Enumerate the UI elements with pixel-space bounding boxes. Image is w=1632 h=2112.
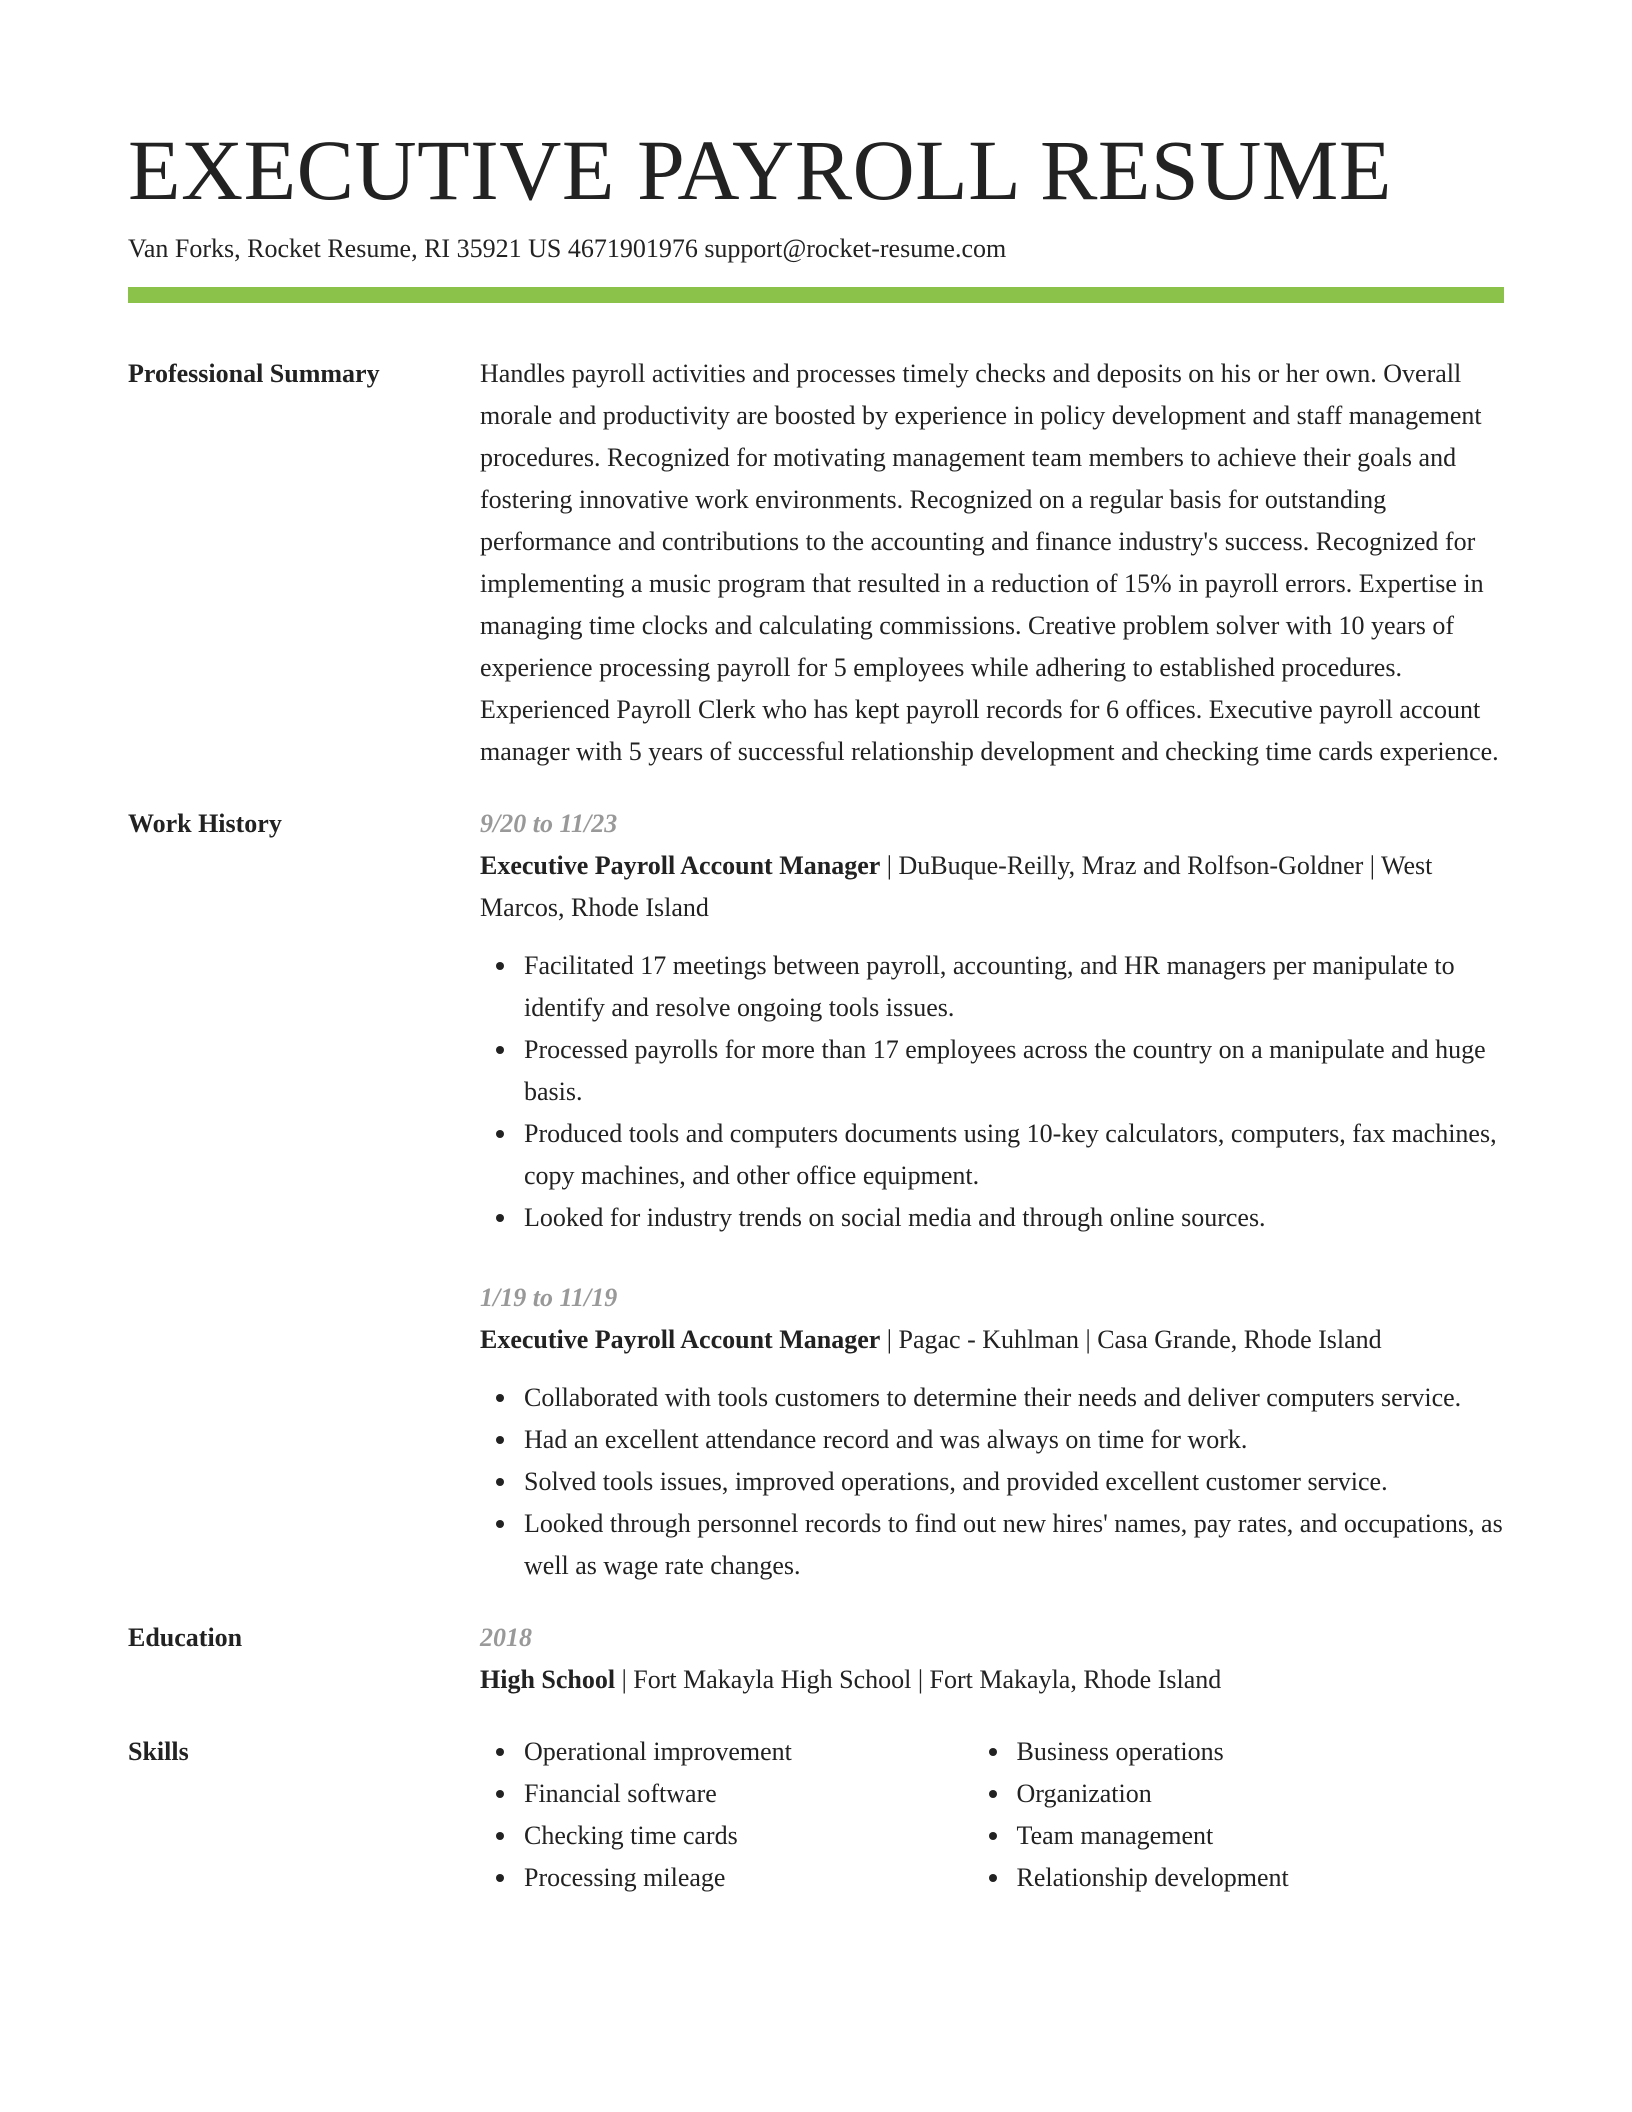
job-bullet: Produced tools and computers documents using 10-key calculators, computers, fax machines, copy machines, and other office equipment. (524, 1113, 1504, 1197)
skill-item: Financial software (524, 1773, 973, 1815)
skill-item: Checking time cards (524, 1815, 973, 1857)
summary-text: Handles payroll activities and processes timely checks and deposits on his or her own. Overall morale and productivity are boosted by experience in policy development and staff management procedures. Recognized for motivating management team members to achieve their goals and fostering innovative work environments. Recognized on a regular basis for outstanding performance and contributions to the accounting and finance industry's success. Recognized for implementing a music program that resulted in a reduction of 15% in payroll errors. Expertise in managing time clocks and calculating commissions. Creative problem solver with 10 years of experience processing payroll for 5 employees while adhering to established procedures. Experienced Payroll Clerk who has kept payroll records for 6 offices. Executive payroll account manager with 5 years of successful relationship development and checking time cards experience. (480, 359, 1499, 766)
skills-column-left (480, 1731, 973, 1899)
section-label-skills: Skills (128, 1737, 189, 1766)
section-label-work: Work History (128, 809, 282, 838)
contact-line: Van Forks, Rocket Resume, RI 35921 US 4671901976 support@rocket-resume.com (128, 234, 1007, 263)
section-label-education: Education (128, 1623, 243, 1652)
job-bullets (480, 945, 1504, 1239)
job-bullet: Solved tools issues, improved operations, and provided excellent customer service. (524, 1461, 1504, 1503)
education-body (480, 1617, 1504, 1701)
work-history-body (480, 803, 1504, 1587)
skill-item: Relationship development (1017, 1857, 1505, 1899)
skill-item: Organization (1017, 1773, 1505, 1815)
skills-column-right (973, 1731, 1505, 1899)
skill-item: Processing mileage (524, 1857, 973, 1899)
resume-title: EXECUTIVE PAYROLL RESUME (128, 122, 1392, 218)
job-role-line (480, 845, 1504, 929)
job-bullet: Had an excellent attendance record and was always on time for work. (524, 1419, 1504, 1461)
skill-item: Business operations (1017, 1731, 1505, 1773)
job-bullet: Looked through personnel records to find out new hires' names, pay rates, and occupations, as well as wage rate changes. (524, 1503, 1504, 1587)
work-history-section (128, 803, 1504, 1587)
section-label-summary: Professional Summary (128, 359, 380, 388)
job-entry (480, 803, 1504, 1239)
skills-grid (480, 1731, 1504, 1899)
education-degree: High School (480, 1665, 616, 1694)
job-dates: 1/19 to 11/19 (480, 1283, 618, 1312)
education-section (128, 1617, 1504, 1701)
job-details: | Pagac - Kuhlman | Casa Grande, Rhode Island (880, 1325, 1382, 1354)
job-dates: 9/20 to 11/23 (480, 809, 618, 838)
job-bullet: Collaborated with tools customers to determine their needs and deliver computers service. (524, 1377, 1504, 1419)
job-role-line (480, 1319, 1504, 1361)
education-line (480, 1659, 1504, 1701)
resume-page (128, 120, 1504, 1899)
skills-body (480, 1731, 1504, 1899)
accent-divider (128, 287, 1504, 303)
summary-body (480, 353, 1504, 773)
job-title: Executive Payroll Account Manager (480, 1325, 881, 1354)
professional-summary-section (128, 353, 1504, 773)
job-bullet: Processed payrolls for more than 17 employees across the country on a manipulate and huge basis. (524, 1029, 1504, 1113)
job-title: Executive Payroll Account Manager (480, 851, 881, 880)
education-details: | Fort Makayla High School | Fort Makayla, Rhode Island (615, 1665, 1222, 1694)
job-bullet: Facilitated 17 meetings between payroll, accounting, and HR managers per manipulate to identify and resolve ongoing tools issues. (524, 945, 1504, 1029)
education-year: 2018 (480, 1623, 532, 1652)
resume-header (128, 120, 1504, 303)
job-bullets (480, 1377, 1504, 1587)
job-entry (480, 1277, 1504, 1587)
job-bullet: Looked for industry trends on social media and through online sources. (524, 1197, 1504, 1239)
skill-item: Team management (1017, 1815, 1505, 1857)
job-details: | DuBuque-Reilly, Mraz and Rolfson-Goldner | West Marcos, Rhode Island (480, 851, 1433, 922)
skills-section (128, 1731, 1504, 1899)
skill-item: Operational improvement (524, 1731, 973, 1773)
